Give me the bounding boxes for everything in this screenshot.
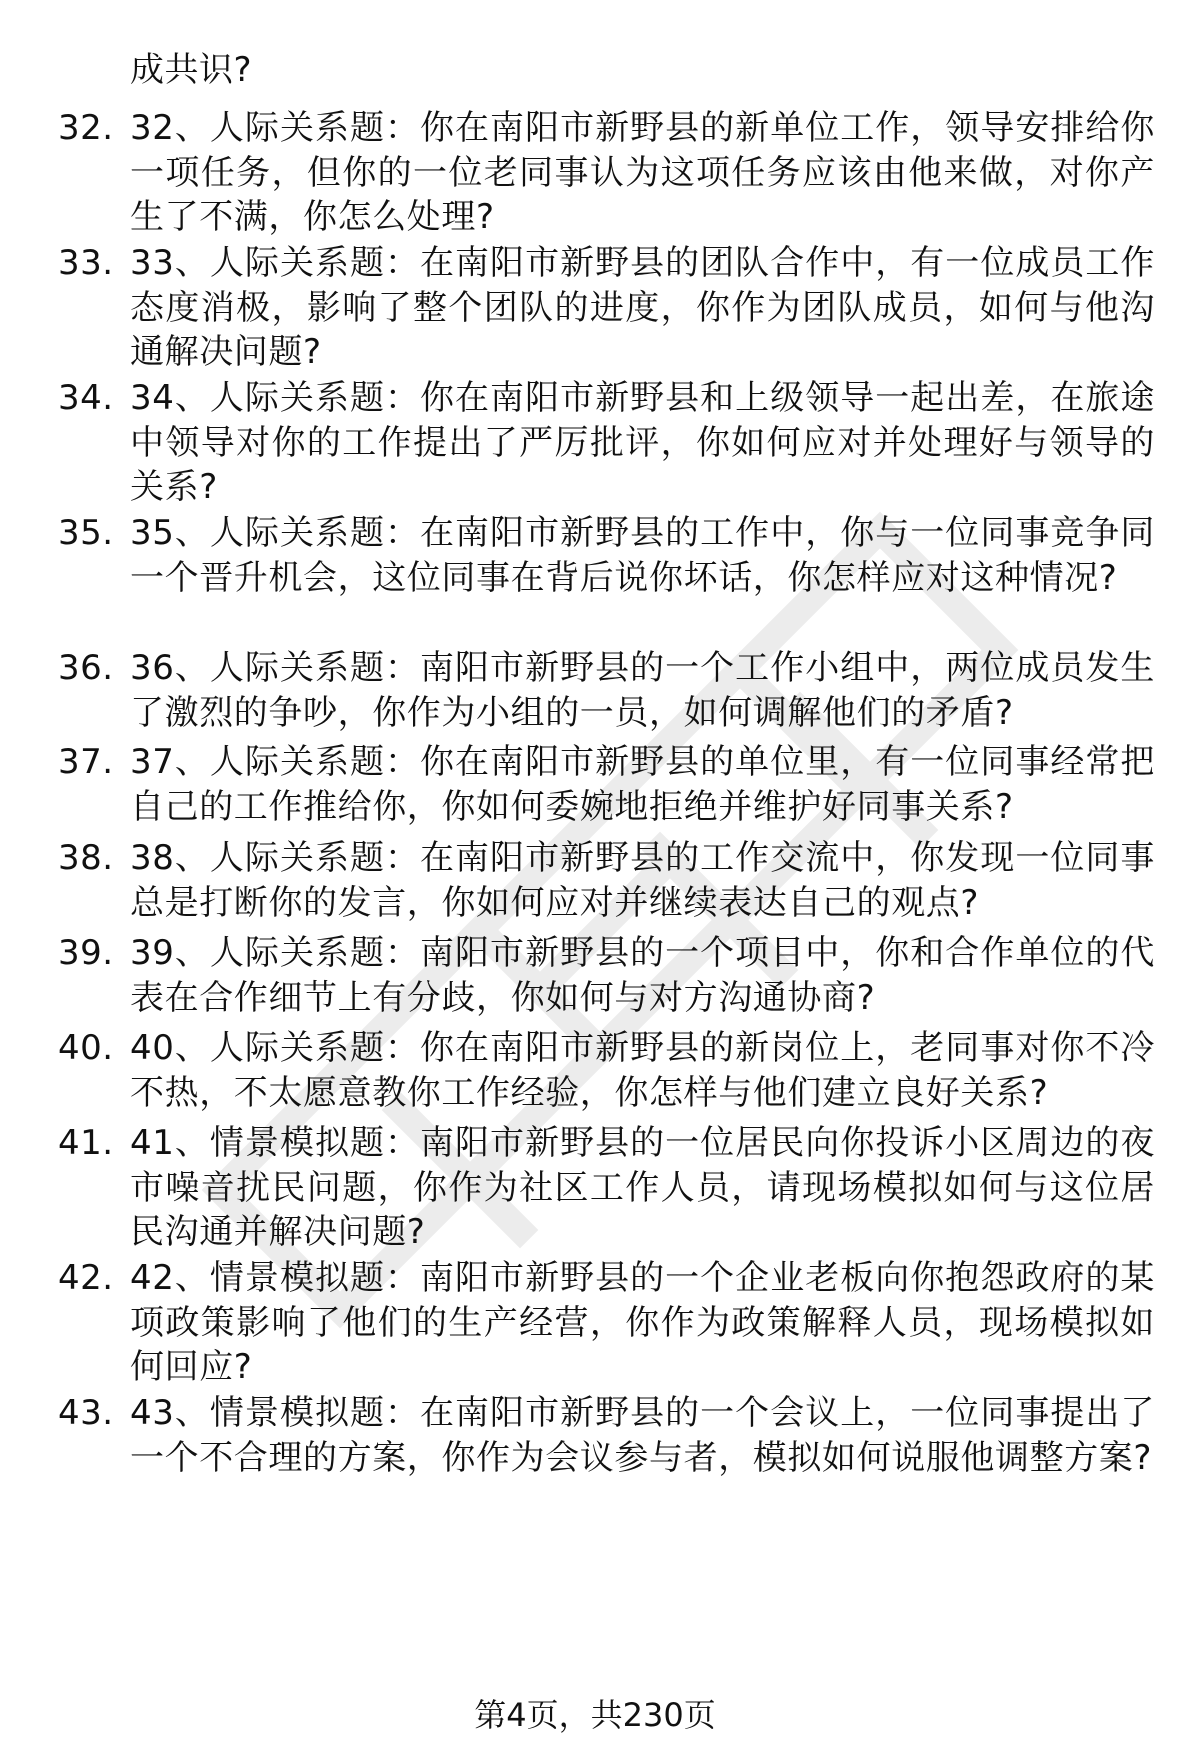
question-number: 38. [58, 838, 114, 878]
question-text: 36、人际关系题：南阳市新野县的一个工作小组中，两位成员发生了激烈的争吵，你作为小组的一员，如何调解他们的矛盾? [130, 648, 1155, 733]
question-number: 36. [58, 648, 114, 688]
question-number: 43. [58, 1393, 114, 1433]
question-text: 39、人际关系题：南阳市新野县的一个项目中，你和合作单位的代表在合作细节上有分歧，你如何与对方沟通协商? [130, 933, 1155, 1018]
question-text: 32、人际关系题：你在南阳市新野县的新单位工作，领导安排给你一项任务，但你的一位老同事认为这项任务应该由他来做，对你产生了不满，你怎么处理? [130, 108, 1155, 237]
question-number: 39. [58, 933, 114, 973]
question-text: 37、人际关系题：你在南阳市新野县的单位里，有一位同事经常把自己的工作推给你，你如何委婉地拒绝并维护好同事关系? [130, 742, 1155, 827]
question-text: 35、人际关系题：在南阳市新野县的工作中，你与一位同事竞争同一个晋升机会，这位同事在背后说你坏话，你怎样应对这种情况? [130, 513, 1155, 598]
question-text: 33、人际关系题：在南阳市新野县的团队合作中，有一位成员工作态度消极，影响了整个团队的进度，你作为团队成员，如何与他沟通解决问题? [130, 243, 1155, 372]
question-text: 43、情景模拟题：在南阳市新野县的一个会议上，一位同事提出了一个不合理的方案，你作为会议参与者，模拟如何说服他调整方案? [130, 1393, 1155, 1478]
question-number: 33. [58, 243, 114, 283]
question-number: 32. [58, 108, 114, 148]
question-text: 41、情景模拟题：南阳市新野县的一位居民向你投诉小区周边的夜市噪音扰民问题，你作为社区工作人员，请现场模拟如何与这位居民沟通并解决问题? [130, 1123, 1155, 1252]
question-number: 35. [58, 513, 114, 553]
question-number: 37. [58, 742, 114, 782]
question-number: 34. [58, 378, 114, 418]
question-text: 40、人际关系题：你在南阳市新野县的新岗位上，老同事对你不冷不热，不太愿意教你工作经验，你怎样与他们建立良好关系? [130, 1028, 1155, 1113]
question-number: 42. [58, 1258, 114, 1298]
question-text: 42、情景模拟题：南阳市新野县的一个企业老板向你抱怨政府的某项政策影响了他们的生产经营，你作为政策解释人员，现场模拟如何回应? [130, 1258, 1155, 1387]
question-number: 41. [58, 1123, 114, 1163]
continuation-text: 成共识? [130, 50, 253, 90]
question-text: 38、人际关系题：在南阳市新野县的工作交流中，你发现一位同事总是打断你的发言，你如何应对并继续表达自己的观点? [130, 838, 1155, 923]
question-number: 40. [58, 1028, 114, 1068]
question-text: 34、人际关系题：你在南阳市新野县和上级领导一起出差，在旅途中领导对你的工作提出了严厉批评，你如何应对并处理好与领导的关系? [130, 378, 1155, 507]
page-footer: 第4页，共230页 [474, 1696, 716, 1734]
